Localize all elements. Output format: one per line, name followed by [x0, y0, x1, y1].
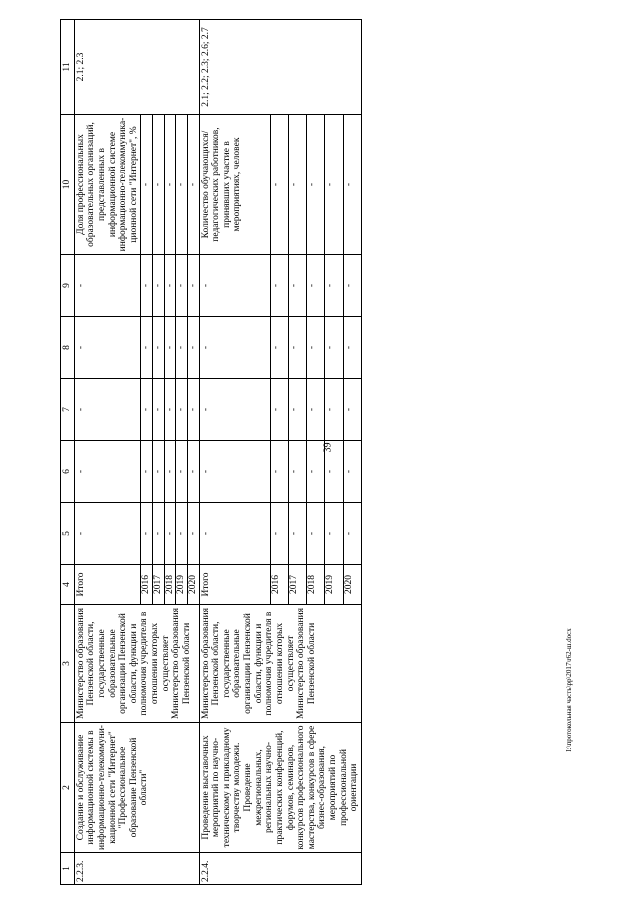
value-cell: -	[164, 503, 176, 565]
indicator: Количество обучающихся/ педагогических работников, принявших участие в мероприятиях, человек	[199, 115, 270, 255]
value-cell: -	[176, 503, 188, 565]
indicator-links: 2.1; 2.2; 2.3; 2.6; 2.7	[199, 20, 361, 115]
column-header: 5	[61, 503, 75, 565]
value-cell: -	[343, 379, 361, 441]
value-cell: -	[141, 441, 153, 503]
value-cell: -	[153, 317, 165, 379]
value-cell: -	[164, 441, 176, 503]
column-header: 9	[61, 255, 75, 317]
year-cell: 2017	[153, 565, 165, 605]
column-header: 10	[61, 115, 75, 255]
year-cell: 2020	[343, 565, 361, 605]
value-cell: -	[141, 503, 153, 565]
page-number: 39	[322, 442, 334, 453]
value-cell: -	[187, 379, 199, 441]
value-cell: -	[199, 255, 270, 317]
value-cell: -	[164, 379, 176, 441]
year-cell: Итого	[199, 565, 270, 605]
indicator-value: -	[176, 115, 188, 255]
column-header: 4	[61, 565, 75, 605]
value-cell: -	[288, 255, 306, 317]
value-cell: -	[270, 255, 288, 317]
value-cell: -	[288, 379, 306, 441]
value-cell: -	[199, 379, 270, 441]
value-cell: -	[153, 255, 165, 317]
indicator-value: -	[164, 115, 176, 255]
indicator-value: -	[270, 115, 288, 255]
value-cell: -	[74, 379, 141, 441]
indicator-value: -	[343, 115, 361, 255]
value-cell: -	[187, 503, 199, 565]
value-cell: -	[325, 503, 343, 565]
year-cell: 2019	[176, 565, 188, 605]
year-cell: 2016	[141, 565, 153, 605]
value-cell: -	[325, 317, 343, 379]
value-cell: -	[288, 317, 306, 379]
value-cell: -	[307, 317, 325, 379]
value-cell: -	[74, 441, 141, 503]
indicator-value: -	[325, 115, 343, 255]
indicator: Доля профессиональных образовательных организаций, представленных в информационной системе информационно-телекоммуника-ционной сети "Интернет", %	[74, 115, 141, 255]
value-cell: -	[164, 317, 176, 379]
year-cell: 2016	[270, 565, 288, 605]
indicator-value: -	[153, 115, 165, 255]
rotated-table-container	[60, 20, 640, 885]
value-cell: -	[343, 441, 361, 503]
value-cell: -	[270, 441, 288, 503]
value-cell: -	[74, 317, 141, 379]
value-cell: -	[199, 441, 270, 503]
header-row	[61, 20, 75, 885]
table-row	[199, 20, 270, 885]
row-number: 2.2.4.	[199, 853, 361, 885]
value-cell: -	[325, 255, 343, 317]
value-cell: -	[270, 503, 288, 565]
program-table	[60, 19, 362, 885]
value-cell: -	[325, 379, 343, 441]
value-cell: -	[153, 503, 165, 565]
year-cell: 2017	[288, 565, 306, 605]
footer-path: I:\протокольная часть\pp\2017\r62-ш.docx	[565, 628, 573, 752]
value-cell: -	[343, 503, 361, 565]
year-cell: Итого	[74, 565, 141, 605]
value-cell: -	[187, 317, 199, 379]
year-cell: 2019	[325, 565, 343, 605]
value-cell: -	[141, 379, 153, 441]
value-cell: -	[307, 379, 325, 441]
value-cell: -	[141, 317, 153, 379]
value-cell: -	[288, 441, 306, 503]
value-cell: -	[153, 379, 165, 441]
value-cell: -	[307, 441, 325, 503]
indicator-links: 2.1; 2.3	[74, 20, 199, 115]
value-cell: -	[141, 255, 153, 317]
table-row	[74, 20, 141, 885]
column-header: 2	[61, 723, 75, 853]
executor: Министерство образования Пензенской области, государственные образовательные организации Пензенской области, функции и полномочия учредителя в отношении которых осуществляет Министерство образования Пензенской области	[199, 605, 361, 723]
value-cell: -	[74, 503, 141, 565]
value-cell: -	[176, 379, 188, 441]
row-number: 2.2.3.	[74, 853, 199, 885]
value-cell: -	[199, 317, 270, 379]
indicator-value: -	[307, 115, 325, 255]
value-cell: -	[307, 255, 325, 317]
value-cell: -	[164, 255, 176, 317]
value-cell: -	[74, 255, 141, 317]
activity-name: Проведение выставочных мероприятий по научно-техническому и прикладному творчеству молодежи. Проведение межрегиональных, региональных научно-практических конференций, форумов, семинаров, конкурсов профессионального мастерства, конкурсов в сфере бизнес-образования, мероприятий по профессиональной ориентации	[199, 723, 361, 853]
column-header: 1	[61, 853, 75, 885]
indicator-value: -	[288, 115, 306, 255]
value-cell: -	[325, 441, 343, 503]
column-header: 8	[61, 317, 75, 379]
value-cell: -	[343, 317, 361, 379]
value-cell: -	[153, 441, 165, 503]
value-cell: -	[176, 317, 188, 379]
column-header: 3	[61, 605, 75, 723]
indicator-value: -	[141, 115, 153, 255]
value-cell: -	[343, 255, 361, 317]
value-cell: -	[176, 255, 188, 317]
value-cell: -	[199, 503, 270, 565]
value-cell: -	[307, 503, 325, 565]
value-cell: -	[176, 441, 188, 503]
year-cell: 2018	[164, 565, 176, 605]
column-header: 6	[61, 441, 75, 503]
year-cell: 2018	[307, 565, 325, 605]
executor: Министерство образования Пензенской области, государственные образовательные организации Пензенской области, функции и полномочия учредителя в отношении которых осуществляет Министерство образования Пензенской области	[74, 605, 199, 723]
activity-name: Создание и обслуживание информационной системы в информационно-телекоммуни-кационной сети "Интернет" "Профессиональное образование Пензенской области"	[74, 723, 199, 853]
column-header: 11	[61, 20, 75, 115]
indicator-value: -	[187, 115, 199, 255]
value-cell: -	[288, 503, 306, 565]
value-cell: -	[270, 317, 288, 379]
value-cell: -	[270, 379, 288, 441]
value-cell: -	[187, 255, 199, 317]
column-header: 7	[61, 379, 75, 441]
year-cell: 2020	[187, 565, 199, 605]
value-cell: -	[187, 441, 199, 503]
